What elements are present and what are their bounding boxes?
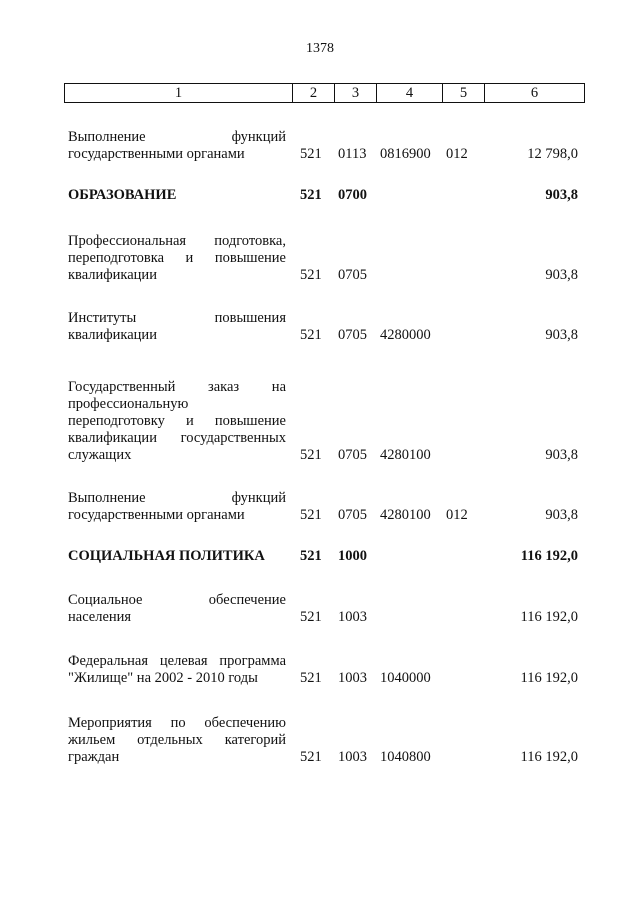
page-number: 1378 [306,41,334,56]
cell-c4: 4280000 [380,327,431,343]
description-line: переподготовку и повышение [68,413,286,429]
description-line: государственными органами [68,507,245,523]
cell-c6: 116 192,0 [520,548,578,564]
cell-c6: 116 192,0 [520,670,578,686]
description-line: квалификации [68,327,157,343]
description-line: "Жилище" на 2002 - 2010 годы [68,670,258,686]
header-col-1: 1 [65,84,293,102]
description-line: Мероприятия по обеспечению [68,715,286,731]
row-description [68,310,286,344]
description-line: Федеральная целевая программа [68,653,286,669]
description-line: Выполнение функций [68,129,286,145]
cell-c3: 1003 [338,749,367,765]
cell-c3: 0705 [338,507,367,523]
cell-c3: 1000 [338,548,367,564]
cell-c2: 521 [300,327,322,343]
row-description [68,187,286,204]
description-line: Профессиональная подготовка, [68,233,286,249]
description-line: ОБРАЗОВАНИЕ [68,187,177,203]
header-col-3: 3 [335,84,377,102]
row-description [68,592,286,626]
cell-c3: 0705 [338,267,367,283]
cell-c4: 0816900 [380,146,431,162]
cell-c2: 521 [300,507,322,523]
cell-c4: 1040000 [380,670,431,686]
description-line: Институты повышения [68,310,286,326]
description-line: государственными органами [68,146,245,162]
row-description [68,490,286,524]
cell-c6: 903,8 [545,267,578,283]
row-description [68,129,286,163]
cell-c2: 521 [300,670,322,686]
cell-c3: 0705 [338,447,367,463]
header-col-6: 6 [530,85,539,101]
cell-c6: 903,8 [545,447,578,463]
description-line: Выполнение функций [68,490,286,506]
description-line: граждан [68,749,120,765]
cell-c3: 0705 [338,327,367,343]
cell-c6: 903,8 [545,187,578,203]
header-col-5: 5 [443,84,485,102]
cell-c2: 521 [300,548,322,564]
row-description [68,653,286,687]
row-description [68,233,286,284]
row-description [68,379,286,464]
description-line: профессиональную [68,396,189,412]
description-line: Социальное обеспечение [68,592,286,608]
cell-c3: 0700 [338,187,367,203]
header-col-4: 4 [377,84,443,102]
cell-c4: 4280100 [380,447,431,463]
description-line: квалификации [68,267,157,283]
cell-c2: 521 [300,447,322,463]
row-description [68,715,286,766]
cell-c5: 012 [446,146,468,162]
description-line: переподготовка и повышение [68,250,286,266]
cell-c6: 116 192,0 [520,749,578,765]
table-header [64,83,585,103]
cell-c6: 903,8 [545,507,578,523]
row-description [68,548,286,565]
cell-c2: 521 [300,187,322,203]
description-line: населения [68,609,132,625]
cell-c4: 1040800 [380,749,431,765]
cell-c2: 521 [300,749,322,765]
description-line: Государственный заказ на [68,379,286,395]
cell-c4: 4280100 [380,507,431,523]
cell-c2: 521 [300,146,322,162]
description-line: жильем отдельных категорий [68,732,286,748]
cell-c3: 1003 [338,670,367,686]
cell-c6: 116 192,0 [520,609,578,625]
header-col-2: 2 [293,84,335,102]
description-line: СОЦИАЛЬНАЯ ПОЛИТИКА [68,548,265,564]
cell-c2: 521 [300,609,322,625]
cell-c5: 012 [446,507,468,523]
description-line: служащих [68,447,132,463]
cell-c6: 903,8 [545,327,578,343]
cell-c3: 1003 [338,609,367,625]
cell-c2: 521 [300,267,322,283]
cell-c6: 12 798,0 [527,146,578,162]
cell-c3: 0113 [338,146,367,162]
description-line: квалификации государственных [68,430,286,446]
